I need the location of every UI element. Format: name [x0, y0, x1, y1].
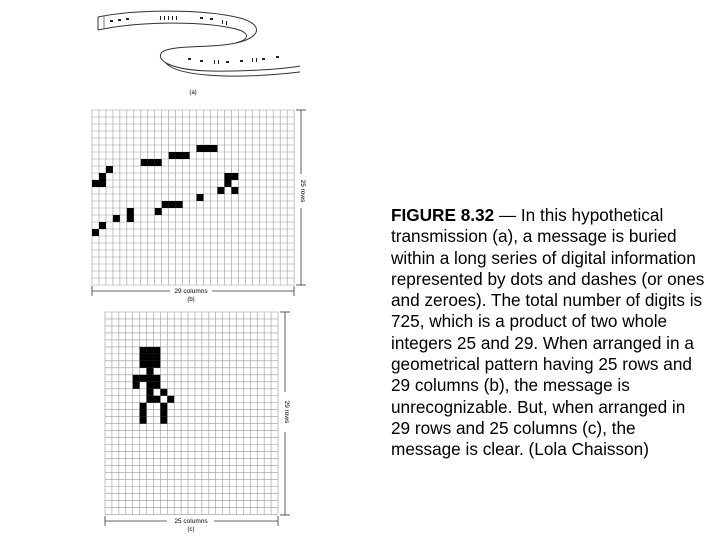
grid-c-filled-cell [147, 389, 154, 396]
grid-c-rows-label: 29 rows [283, 400, 290, 424]
grid-c-filled-cell [160, 403, 167, 410]
panel-c-label: (c) [187, 527, 195, 533]
grid-c-filled-cell [147, 347, 154, 354]
grid-c-filled-cell [153, 382, 160, 389]
grid-c-filled-cell [160, 410, 167, 417]
grid-c-filled-cell [153, 347, 160, 354]
grid-c-filled-cell [140, 375, 147, 382]
grid-c-filled-cell [147, 361, 154, 368]
grid-c-filled-cell [153, 375, 160, 382]
grid-c-filled-cell [153, 354, 160, 361]
grid-c-columns-label: 25 columns [174, 518, 208, 525]
grid-c-filled-cell [133, 375, 140, 382]
grid-c-filled-cell [140, 417, 147, 424]
grid-c-filled-cell [160, 417, 167, 424]
grid-c-lines [105, 312, 278, 514]
grid-c-filled-cell [140, 410, 147, 417]
grid-c-filled-cell [133, 382, 140, 389]
grid-c-filled-cell [160, 389, 167, 396]
grid-c-filled-cell [140, 361, 147, 368]
grid-c-filled-cell [147, 375, 154, 382]
grid-c-filled-cell [147, 368, 154, 375]
panel-b-label: (b) [187, 297, 195, 303]
figure-caption [391, 205, 709, 461]
grid-c-filled-cell [140, 347, 147, 354]
grid-c-filled-cell [153, 396, 160, 403]
grid-b-columns-label: 29 columns [174, 288, 208, 295]
grid-c-filled-cell [147, 354, 154, 361]
grid-c-filled-cell [167, 396, 174, 403]
panel-a-label: (a) [189, 90, 197, 96]
grid-c-filled-cell [140, 354, 147, 361]
grid-c-filled-cell [153, 361, 160, 368]
figure-caption-label: FIGURE 8.32 [391, 205, 495, 225]
grid-c-filled-cell [140, 403, 147, 410]
figure-caption-text: — In this hypothetical transmission (a), a message is buried within a long series of digital information represented by dots and dashes (or ones and zeroes). The total number of digits is 725, which is a product of two whole integers 25 and 29. When arranged in a geometrical pattern having 25 rows and 29 columns (b), the message is unrecognizable. But, when arranged in 29 rows and 25 columns (c), the message is clear. (Lola Chaisson) [391, 205, 705, 460]
grid-c-filled-cell [147, 382, 154, 389]
grid-c-filled-cell [147, 396, 154, 403]
grid-b-rows-label: 25 rows [299, 179, 306, 203]
